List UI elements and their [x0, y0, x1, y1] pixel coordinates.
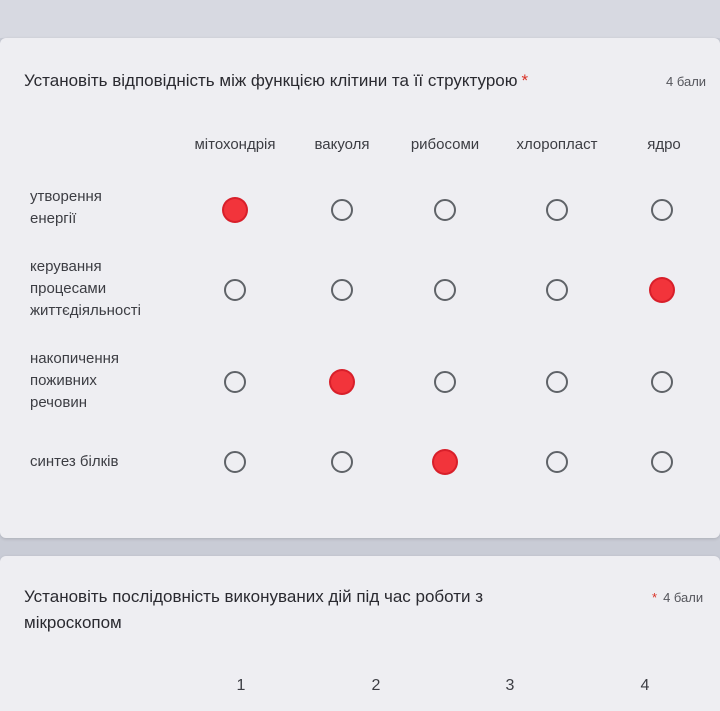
radio-row1-col4[interactable]	[546, 199, 568, 221]
row-label-protein	[30, 451, 200, 473]
radio-row3-col2[interactable]	[331, 371, 353, 393]
points-label-2	[652, 590, 703, 605]
row-label-line: поживних	[30, 372, 97, 389]
top-band	[0, 0, 720, 38]
radio-row1-col3[interactable]	[434, 199, 456, 221]
row-label-line: керування	[30, 258, 102, 275]
row-label-line: речовин	[30, 394, 87, 411]
radio-row4-col3[interactable]	[434, 451, 456, 473]
column-header-chloroplast: хлоропласт	[516, 136, 598, 153]
radio-row1-col2[interactable]	[331, 199, 353, 221]
radio-row2-col3[interactable]	[434, 279, 456, 301]
row-label-line: утворення	[30, 188, 102, 205]
sequence-column-2: 2	[371, 677, 381, 694]
column-header-nucleus: ядро	[647, 136, 681, 153]
required-asterisk: *	[652, 590, 658, 605]
row-label-control	[30, 256, 200, 322]
row-label-line: накопичення	[30, 350, 120, 367]
radio-row4-col2[interactable]	[331, 451, 353, 473]
radio-row3-col4[interactable]	[546, 371, 568, 393]
row-label-storage	[30, 348, 200, 414]
question2-title-line: мікроскопом	[24, 613, 122, 632]
sequence-column-1: 1	[236, 677, 246, 694]
column-header-vacuole: вакуоля	[314, 136, 370, 153]
radio-row2-col1[interactable]	[224, 279, 246, 301]
column-header-ribosomes: рибосоми	[410, 136, 480, 153]
row-label-line: синтез білків	[30, 453, 119, 470]
required-asterisk: *	[521, 71, 529, 90]
radio-row4-col1[interactable]	[224, 451, 246, 473]
sequence-column-3: 3	[505, 677, 515, 694]
row-label-line: життєдіяльності	[30, 302, 141, 319]
row-label-line: енергії	[30, 210, 77, 227]
question2-title	[24, 584, 584, 636]
points-text: 4 бали	[663, 590, 704, 605]
row-label-line: процесами	[30, 280, 107, 297]
radio-row1-col5[interactable]	[651, 199, 673, 221]
question-title	[24, 68, 528, 94]
radio-row4-col4[interactable]	[546, 451, 568, 473]
radio-row4-col5[interactable]	[651, 451, 673, 473]
radio-row2-col5[interactable]	[651, 279, 673, 301]
points-label: 4 бали	[666, 74, 707, 89]
radio-row3-col5[interactable]	[651, 371, 673, 393]
radio-row2-col2[interactable]	[331, 279, 353, 301]
radio-row2-col4[interactable]	[546, 279, 568, 301]
question-title-text: Установіть відповідність між функцією клітини та її структурою	[24, 71, 518, 90]
sequence-column-4: 4	[640, 677, 650, 694]
row-label-energy	[30, 186, 200, 230]
column-header-mitochondria: мітохондрія	[194, 136, 276, 153]
radio-row1-col1[interactable]	[224, 199, 246, 221]
radio-row3-col3[interactable]	[434, 371, 456, 393]
radio-row3-col1[interactable]	[224, 371, 246, 393]
question2-title-line: Установіть послідовність виконуваних дій під час роботи з	[24, 587, 484, 606]
